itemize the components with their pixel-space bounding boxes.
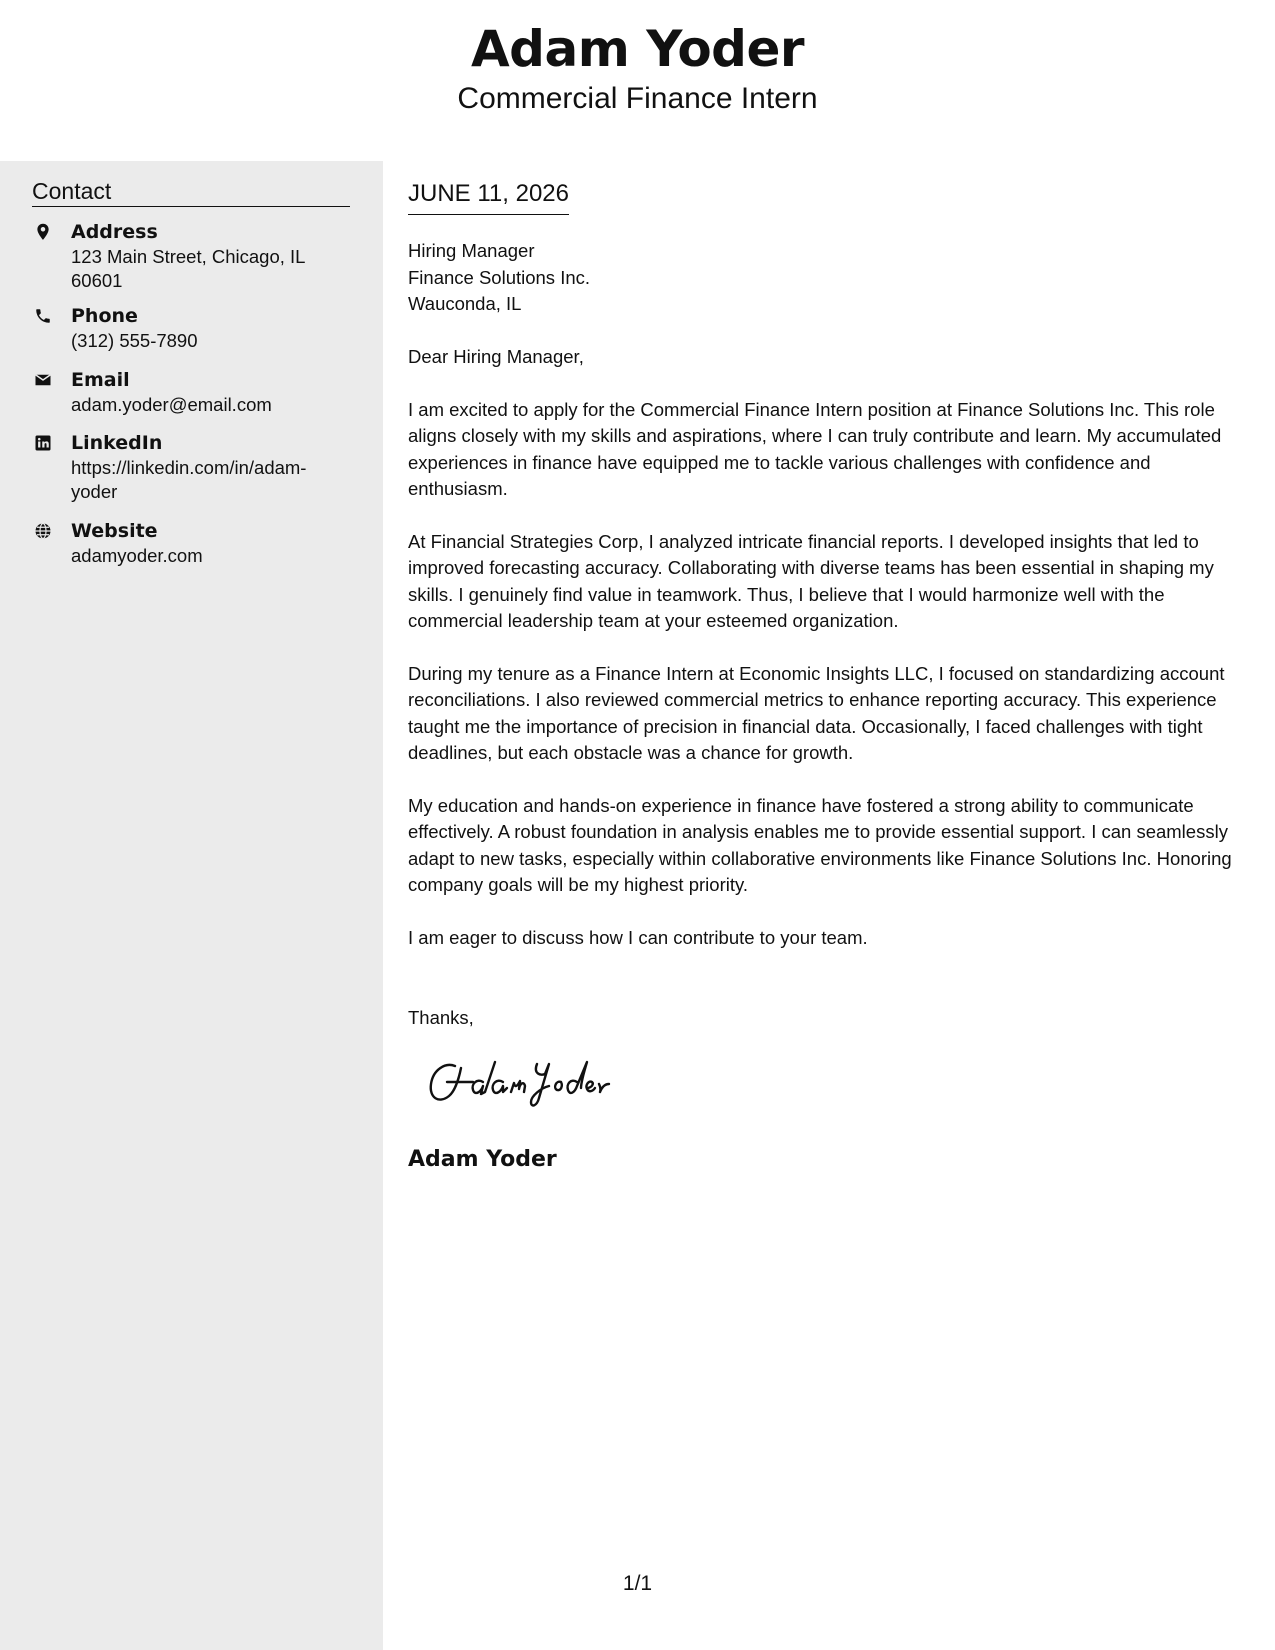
contact-value: (312) 555-7890 — [71, 330, 198, 351]
envelope-icon — [34, 371, 52, 389]
closing: Thanks, — [408, 1007, 474, 1028]
letter-date: JUNE 11, 2026 — [408, 180, 569, 215]
contact-label: Phone — [71, 305, 138, 327]
contact-sidebar — [0, 161, 383, 1650]
linkedin-icon — [34, 434, 52, 452]
salutation: Dear Hiring Manager, — [408, 346, 584, 367]
contact-label: Website — [71, 520, 158, 542]
contact-value: https://linkedin.com/in/adam-yoder — [71, 457, 307, 502]
contact-heading: Contact — [32, 178, 350, 207]
map-pin-icon — [34, 223, 52, 241]
contact-value: adamyoder.com — [71, 545, 203, 566]
body-paragraph: During my tenure as a Finance Intern at Economic Insights LLC, I focused on standardizing account reconciliations. I also reviewed commercial metrics to enhance reporting accuracy. This experience taught me the importance of precision in financial data. Occasionally, I faced challenges with tight deadlines, but each obstacle was a chance for growth. — [408, 663, 1225, 763]
body-paragraph: I am eager to discuss how I can contribute to your team. — [408, 927, 868, 948]
contact-value: 123 Main Street, Chicago, IL 60601 — [71, 246, 305, 291]
handwritten-signature — [425, 1052, 655, 1112]
contact-label: Email — [71, 369, 130, 391]
recipient-line: Hiring Manager — [408, 240, 535, 261]
body-paragraph: I am excited to apply for the Commercial Finance Intern position at Finance Solutions Inc. This role aligns closely with my skills and aspirations, where I can truly contribute and learn. My accumulated experiences in finance have equipped me to tackle various challenges with confidence and enthusiasm. — [408, 399, 1222, 499]
contact-label: Address — [71, 221, 158, 243]
signer-name: Adam Yoder — [408, 1147, 557, 1172]
contact-label: LinkedIn — [71, 432, 163, 454]
letter-header — [0, 0, 1275, 160]
phone-icon — [34, 307, 52, 325]
body-paragraph: My education and hands-on experience in finance have fostered a strong ability to communicate effectively. A robust foundation in analysis enables me to provide essential support. I can seamlessly adapt to new tasks, especially within collaborative environments like Finance Solutions Inc. Honoring company goals will be my highest priority. — [408, 795, 1232, 895]
page-number: 1/1 — [622, 1572, 653, 1595]
body-paragraph: At Financial Strategies Corp, I analyzed intricate financial reports. I developed insights that led to improved forecasting accuracy. Collaborating with diverse teams has been essential in shaping my skills. I genuinely find value in teamwork. Thus, I believe that I would harmonize well with the commercial leadership team at your esteemed organization. — [408, 531, 1214, 631]
recipient-block — [408, 238, 590, 318]
recipient-line: Finance Solutions Inc. — [408, 266, 591, 288]
applicant-name: Adam Yoder — [470, 20, 805, 78]
contact-value: adam.yoder@email.com — [71, 394, 272, 415]
globe-icon — [34, 522, 52, 540]
recipient-line: Wauconda, IL — [408, 293, 522, 314]
applicant-title: Commercial Finance Intern — [457, 82, 818, 115]
